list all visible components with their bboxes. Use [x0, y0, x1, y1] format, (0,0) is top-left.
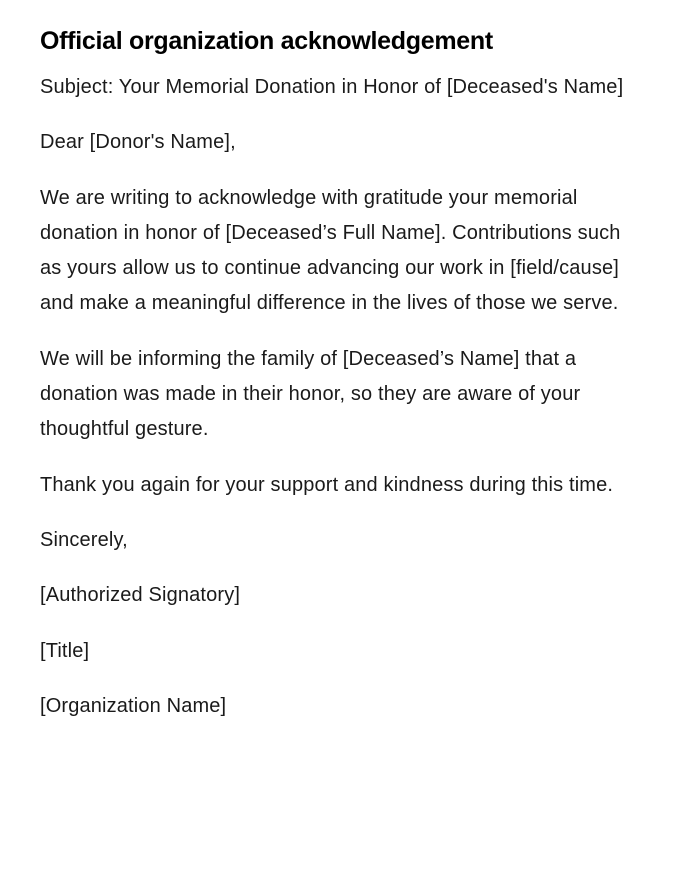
body-paragraph-family-notice: We will be informing the family of [Deceased’s Name] that a donation was made in their honor, so they are aware of your thoughtful gesture.	[40, 347, 581, 441]
subject-line: Subject: Your Memorial Donation in Honor of [Deceased's Name]	[40, 76, 624, 98]
letter-document	[40, 24, 632, 744]
closing: Sincerely,	[40, 528, 128, 551]
signatory-name: [Authorized Signatory]	[40, 584, 241, 607]
salutation: Dear [Donor's Name],	[40, 131, 236, 154]
organization-name: [Organization Name]	[40, 694, 227, 717]
document-title: Official organization acknowledgement	[40, 27, 493, 55]
signatory-title: [Title]	[40, 639, 90, 662]
body-paragraph-acknowledgement: We are writing to acknowledge with gratitude your memorial donation in honor of [Deceased’s Full Name]. Contributions such as yours allow us to continue advancing our work in [field/cause] and make a meaningful difference in the lives of those we serve.	[40, 186, 621, 315]
body-paragraph-thanks: Thank you again for your support and kindness during this time.	[40, 473, 614, 496]
